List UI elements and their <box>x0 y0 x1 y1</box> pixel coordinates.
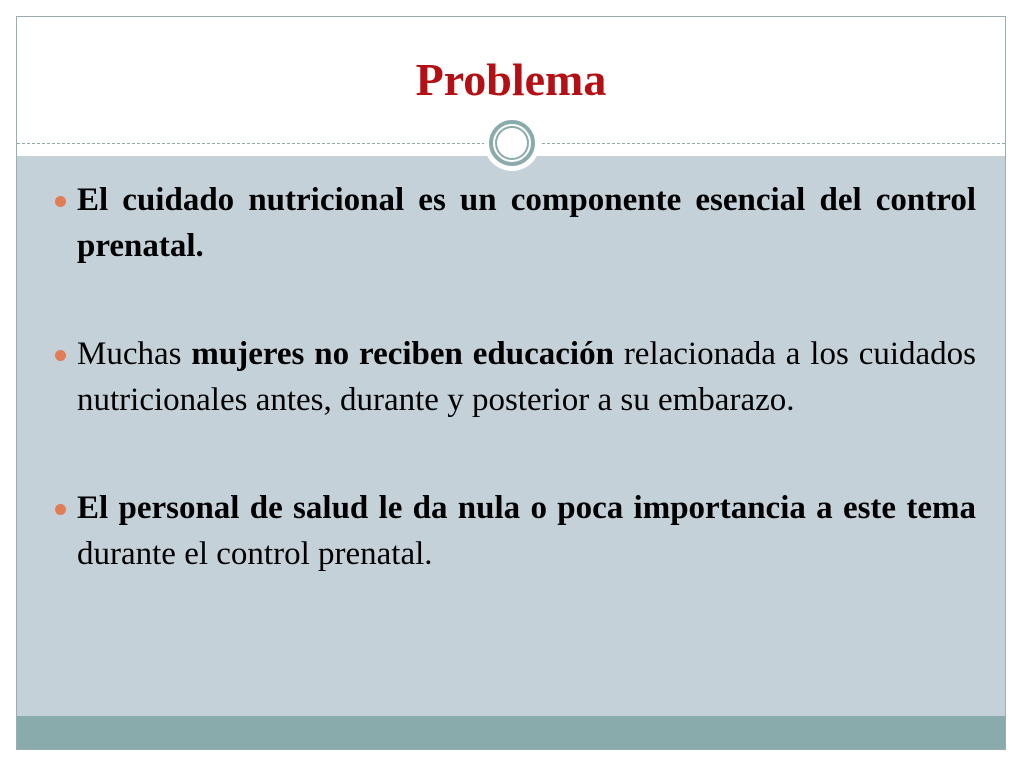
bullet-2-text-c: relacionada a los cuidados nutricionales antes, durante y posterior a su embarazo. <box>77 336 976 418</box>
bullet-dot-icon <box>55 196 66 207</box>
bullet-1-text: El cuidado nutricional es un componente esencial del control prenatal. <box>77 182 976 264</box>
bullet-item-1 <box>73 177 976 269</box>
bullet-dot-icon <box>55 504 66 515</box>
circle-ornament-inner <box>495 126 529 160</box>
bullet-2-text-a: Muchas <box>77 336 192 372</box>
bullet-2-text-b: mujeres no reciben educación <box>191 336 614 372</box>
bullet-dot-icon <box>55 350 66 361</box>
bullet-3-text-b: durante el control prenatal. <box>77 536 433 572</box>
bullet-item-3 <box>73 485 976 577</box>
footer-bar <box>17 716 1005 750</box>
bullet-list <box>73 177 976 577</box>
slide-frame <box>16 16 1006 750</box>
bullet-item-2 <box>73 331 976 423</box>
bullet-3-text-a: El personal de salud le da nula o poca importancia a este tema <box>77 490 976 526</box>
slide-title: Problema <box>415 54 607 105</box>
